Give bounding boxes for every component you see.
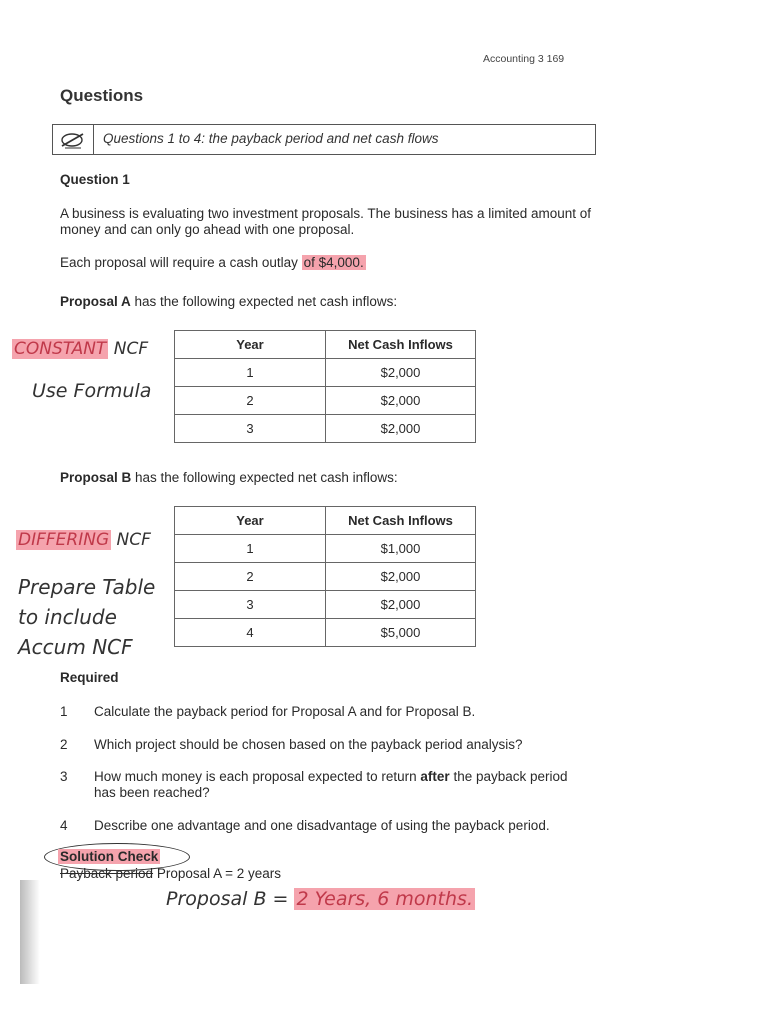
handwritten-ncf-label: NCF [108, 339, 149, 359]
table-row [175, 619, 476, 647]
table-cell: 3 [175, 415, 326, 443]
scan-edge-shadow [20, 880, 40, 984]
column-header: Net Cash Inflows [326, 507, 476, 535]
table-cell: $2,000 [326, 415, 476, 443]
table-row [175, 387, 476, 415]
table-cell: $2,000 [326, 359, 476, 387]
proposal-a-text: has the following expected net cash inflows: [130, 294, 398, 309]
table-row [175, 563, 476, 591]
handwritten-line: Prepare Table [18, 575, 156, 599]
list-item-text: Calculate the payback period for Proposal A and for Proposal B. [94, 704, 476, 719]
table-cell: 1 [175, 535, 326, 563]
list-item [60, 818, 620, 836]
table-row [175, 359, 476, 387]
list-item-text: Describe one advantage and one disadvantage of using the payback period. [94, 818, 550, 833]
handwritten-proposal-b-answer [166, 888, 475, 910]
table-cell: $2,000 [326, 591, 476, 619]
table-cell: 4 [175, 619, 326, 647]
list-item-number: 1 [60, 704, 68, 719]
list-item-number: 2 [60, 737, 68, 752]
table-cell: $2,000 [326, 387, 476, 415]
list-item [60, 737, 620, 755]
handwritten-prepare-table-note [18, 572, 155, 662]
proposal-a-intro [60, 294, 600, 310]
table-cell: 2 [175, 563, 326, 591]
list-item-text-part: How much money is each proposal expected to return [94, 769, 421, 784]
solution-check-heading [58, 849, 160, 864]
handwritten-differing-ncf [16, 530, 151, 550]
proposal-b-intro [60, 470, 600, 486]
table-header-row [175, 507, 476, 535]
column-header: Net Cash Inflows [326, 331, 476, 359]
list-item-text-bold: after [420, 769, 450, 784]
page-title: Questions [60, 86, 144, 105]
question-topic-box [52, 124, 596, 155]
proposal-a-label: Proposal A [60, 294, 131, 309]
list-item [60, 704, 620, 722]
proposal-a-table [174, 330, 476, 443]
outlay-text: Each proposal will require a cash outlay [60, 255, 302, 270]
pencil-icon [53, 125, 94, 154]
table-header-row [175, 331, 476, 359]
list-item-number: 4 [60, 818, 68, 833]
table-cell: 3 [175, 591, 326, 619]
solution-text: Proposal A = 2 years [153, 866, 282, 881]
proposal-b-text: has the following expected net cash inflows: [131, 470, 398, 485]
handwritten-answer-highlight: 2 Years, 6 months. [296, 888, 473, 910]
outlay-paragraph [60, 255, 600, 271]
question-topic-text: Questions 1 to 4: the payback period and net cash flows [103, 131, 439, 146]
table-cell: $1,000 [326, 535, 476, 563]
handwritten-proposal-b-label: Proposal B = [166, 888, 295, 910]
list-item-text [94, 769, 584, 801]
table-cell: $5,000 [326, 619, 476, 647]
handwritten-use-formula: Use Formula [32, 380, 152, 402]
required-heading: Required [60, 670, 119, 685]
handwritten-line: Accum NCF [18, 635, 133, 659]
handwritten-line: to include [18, 605, 117, 629]
handwritten-constant-ncf [12, 339, 148, 359]
solution-check-highlight: Solution Check [60, 849, 159, 864]
outlay-highlight: of $4,000. [303, 255, 364, 270]
question-title: Question 1 [60, 172, 130, 187]
proposal-b-table [174, 506, 476, 647]
intro-paragraph: A business is evaluating two investment proposals. The business has a limited amount of money and can only go ahead with one proposal. [60, 206, 592, 237]
list-item-text: Which project should be chosen based on the payback period analysis? [94, 737, 523, 752]
table-cell: 2 [175, 387, 326, 415]
table-cell: 1 [175, 359, 326, 387]
proposal-b-label: Proposal B [60, 470, 132, 485]
handwritten-constant-highlight: CONSTANT [14, 339, 107, 359]
struck-text: Payback period [60, 866, 154, 881]
table-cell: $2,000 [326, 563, 476, 591]
table-row [175, 415, 476, 443]
list-item [60, 769, 620, 803]
column-header: Year [175, 507, 326, 535]
handwritten-differing-highlight: DIFFERING [18, 530, 110, 550]
column-header: Year [175, 331, 326, 359]
handwritten-ncf-label: NCF [111, 530, 151, 550]
list-item-text-part: the payback period has been reached? [94, 769, 568, 800]
running-head: Accounting 3 169 [483, 53, 565, 65]
table-row [175, 591, 476, 619]
table-row [175, 535, 476, 563]
solution-check-line [60, 866, 281, 881]
list-item-number: 3 [60, 769, 68, 784]
